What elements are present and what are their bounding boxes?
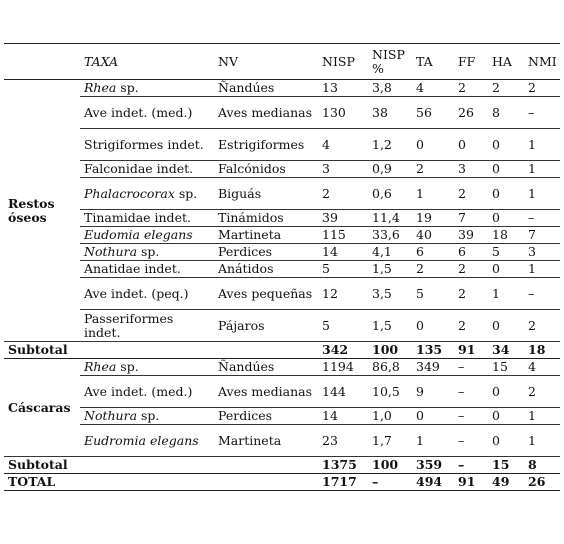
faunal-table-container xyxy=(4,43,560,491)
total-ha: 49 xyxy=(488,474,524,491)
taxon-cell xyxy=(80,261,214,278)
nmi-cell: 2 xyxy=(524,376,560,408)
pct-cell: 33,6 xyxy=(368,227,412,244)
table-row xyxy=(4,425,560,457)
nisp-cell: 5 xyxy=(318,310,368,342)
nv-cell: Aves pequeñas xyxy=(214,278,318,310)
pct-cell: 11,4 xyxy=(368,210,412,227)
taxon-name: Eudomia elegans xyxy=(84,227,193,242)
nisp-cell: 13 xyxy=(318,80,368,97)
header-nv: NV xyxy=(214,44,318,80)
nv-cell: Martineta xyxy=(214,425,318,457)
nisp-cell: 39 xyxy=(318,210,368,227)
pct-cell: 38 xyxy=(368,97,412,129)
nmi-cell: 1 xyxy=(524,161,560,178)
nmi-cell: – xyxy=(524,97,560,129)
ha-cell: 0 xyxy=(488,178,524,210)
ff-cell: – xyxy=(454,408,488,425)
header-ta: TA xyxy=(412,44,454,80)
table-row xyxy=(4,80,560,97)
ha-cell: 0 xyxy=(488,408,524,425)
ha-cell: 8 xyxy=(488,97,524,129)
ff-cell: 6 xyxy=(454,244,488,261)
table-row xyxy=(4,178,560,210)
ta-cell: 9 xyxy=(412,376,454,408)
taxon-cell xyxy=(80,408,214,425)
taxon-cell xyxy=(80,227,214,244)
total-label: TOTAL xyxy=(4,474,318,491)
nisp-cell: 14 xyxy=(318,408,368,425)
pct-cell: 10,5 xyxy=(368,376,412,408)
nv-cell: Perdices xyxy=(214,244,318,261)
nisp-cell: 4 xyxy=(318,129,368,161)
taxon-cell xyxy=(80,97,214,129)
taxon-cell xyxy=(80,178,214,210)
total-nmi: 26 xyxy=(524,474,560,491)
taxon-name: Rhea xyxy=(84,80,117,95)
table-row xyxy=(4,376,560,408)
taxon-name: Ave indet. (peq.) xyxy=(84,285,189,301)
ha-cell: 0 xyxy=(488,161,524,178)
table-row xyxy=(4,161,560,178)
table-row xyxy=(4,227,560,244)
nmi-cell: – xyxy=(524,210,560,227)
ta-cell: 349 xyxy=(412,359,454,376)
ff-cell: 2 xyxy=(454,310,488,342)
header-group-col xyxy=(4,44,80,80)
subtotal-pct: 100 xyxy=(368,457,412,474)
nmi-cell: 7 xyxy=(524,227,560,244)
subtotal-ta: 135 xyxy=(412,342,454,359)
ff-cell: 26 xyxy=(454,97,488,129)
faunal-table xyxy=(4,43,560,491)
subtotal-pct: 100 xyxy=(368,342,412,359)
ff-cell: 2 xyxy=(454,80,488,97)
nmi-cell: 2 xyxy=(524,310,560,342)
nisp-cell: 12 xyxy=(318,278,368,310)
nisp-cell: 3 xyxy=(318,161,368,178)
nv-cell: Biguás xyxy=(214,178,318,210)
header-ff: FF xyxy=(454,44,488,80)
taxon-cell xyxy=(80,80,214,97)
ha-cell: 0 xyxy=(488,210,524,227)
ha-cell: 0 xyxy=(488,261,524,278)
subtotal-nmi: 8 xyxy=(524,457,560,474)
nv-cell: Estrigiformes xyxy=(214,129,318,161)
ha-cell: 15 xyxy=(488,359,524,376)
ff-cell: – xyxy=(454,425,488,457)
ta-cell: 2 xyxy=(412,161,454,178)
header-nisp-pct xyxy=(368,44,412,80)
total-row xyxy=(4,474,560,491)
taxon-name: Tinamidae indet. xyxy=(84,210,191,225)
ha-cell: 1 xyxy=(488,278,524,310)
taxon-cell xyxy=(80,310,214,342)
subtotal-row xyxy=(4,457,560,474)
total-ff: 91 xyxy=(454,474,488,491)
ta-cell: 0 xyxy=(412,129,454,161)
ff-cell: 2 xyxy=(454,278,488,310)
nisp-cell: 1194 xyxy=(318,359,368,376)
nisp-cell: 144 xyxy=(318,376,368,408)
ta-cell: 0 xyxy=(412,408,454,425)
pct-cell: 4,1 xyxy=(368,244,412,261)
ta-cell: 1 xyxy=(412,425,454,457)
nv-cell: Pájaros xyxy=(214,310,318,342)
subtotal-label: Subtotal xyxy=(4,457,318,474)
header-ha: HA xyxy=(488,44,524,80)
ff-cell: 7 xyxy=(454,210,488,227)
table-row xyxy=(4,408,560,425)
taxon-name: Nothura xyxy=(84,244,138,259)
ta-cell: 19 xyxy=(412,210,454,227)
nisp-cell: 130 xyxy=(318,97,368,129)
ta-cell: 4 xyxy=(412,80,454,97)
nv-cell: Falcónidos xyxy=(214,161,318,178)
taxon-cell xyxy=(80,210,214,227)
group-label: Cáscaras xyxy=(4,359,80,457)
taxon-cell xyxy=(80,376,214,408)
taxon-cell xyxy=(80,161,214,178)
taxon-name: Falconidae indet. xyxy=(84,161,194,176)
subtotal-ha: 34 xyxy=(488,342,524,359)
pct-cell: 3,5 xyxy=(368,278,412,310)
nmi-cell: 1 xyxy=(524,178,560,210)
taxon-cell xyxy=(80,359,214,376)
pct-cell: 0,9 xyxy=(368,161,412,178)
nv-cell: Anátidos xyxy=(214,261,318,278)
nisp-cell: 2 xyxy=(318,178,368,210)
taxon-cell xyxy=(80,129,214,161)
nmi-cell: 1 xyxy=(524,408,560,425)
taxon-name: Eudromia elegans xyxy=(84,432,199,448)
ha-cell: 0 xyxy=(488,376,524,408)
ff-cell: 2 xyxy=(454,178,488,210)
header-taxa: TAXA xyxy=(80,44,214,80)
table-row xyxy=(4,261,560,278)
nv-cell: Ñandúes xyxy=(214,80,318,97)
taxon-cell xyxy=(80,278,214,310)
ta-cell: 6 xyxy=(412,244,454,261)
subtotal-label: Subtotal xyxy=(4,342,318,359)
taxon-name: Phalacrocorax xyxy=(84,185,175,201)
nisp-cell: 115 xyxy=(318,227,368,244)
ha-cell: 18 xyxy=(488,227,524,244)
nv-cell: Aves medianas xyxy=(214,376,318,408)
subtotal-row xyxy=(4,342,560,359)
table-body xyxy=(4,80,560,491)
ta-cell: 5 xyxy=(412,278,454,310)
taxon-cell xyxy=(80,425,214,457)
nmi-cell: 1 xyxy=(524,261,560,278)
ha-cell: 5 xyxy=(488,244,524,261)
ta-cell: 40 xyxy=(412,227,454,244)
nv-cell: Martineta xyxy=(214,227,318,244)
taxon-suffix: sp. xyxy=(137,408,160,423)
nisp-cell: 5 xyxy=(318,261,368,278)
nmi-cell: 2 xyxy=(524,80,560,97)
ha-cell: 0 xyxy=(488,425,524,457)
ta-cell: 56 xyxy=(412,97,454,129)
header-nisp-pct-label: NISP % xyxy=(372,46,405,76)
ff-cell: 3 xyxy=(454,161,488,178)
ff-cell: – xyxy=(454,376,488,408)
pct-cell: 1,0 xyxy=(368,408,412,425)
pct-cell: 1,2 xyxy=(368,129,412,161)
subtotal-ff: 91 xyxy=(454,342,488,359)
group-label: Restos óseos xyxy=(4,80,80,342)
ta-cell: 1 xyxy=(412,178,454,210)
taxon-suffix: sp. xyxy=(174,185,198,201)
total-nisp: 1717 xyxy=(318,474,368,491)
taxon-name: Passeriformes indet. xyxy=(84,310,174,340)
header-nmi: NMI xyxy=(524,44,560,80)
nmi-cell: 1 xyxy=(524,129,560,161)
taxon-name: Nothura xyxy=(84,408,138,423)
ha-cell: 2 xyxy=(488,80,524,97)
ha-cell: 0 xyxy=(488,310,524,342)
table-row xyxy=(4,129,560,161)
nisp-cell: 14 xyxy=(318,244,368,261)
pct-cell: 1,5 xyxy=(368,261,412,278)
nisp-cell: 23 xyxy=(318,425,368,457)
subtotal-ha: 15 xyxy=(488,457,524,474)
pct-cell: 86,8 xyxy=(368,359,412,376)
ff-cell: 39 xyxy=(454,227,488,244)
total-pct: – xyxy=(368,474,412,491)
taxon-name: Strigiformes indet. xyxy=(84,136,204,152)
ta-cell: 2 xyxy=(412,261,454,278)
nv-cell: Perdices xyxy=(214,408,318,425)
ff-cell: – xyxy=(454,359,488,376)
taxon-name: Rhea xyxy=(84,359,117,374)
subtotal-nisp: 1375 xyxy=(318,457,368,474)
table-row xyxy=(4,359,560,376)
ff-cell: 2 xyxy=(454,261,488,278)
subtotal-ff: – xyxy=(454,457,488,474)
table-row xyxy=(4,310,560,342)
table-row xyxy=(4,278,560,310)
subtotal-nmi: 18 xyxy=(524,342,560,359)
taxon-suffix: sp. xyxy=(116,359,139,374)
pct-cell: 3,8 xyxy=(368,80,412,97)
taxon-name: Anatidae indet. xyxy=(84,261,181,276)
nv-cell: Aves medianas xyxy=(214,97,318,129)
taxon-name: Ave indet. (med.) xyxy=(84,104,193,120)
header-row xyxy=(4,44,560,80)
subtotal-nisp: 342 xyxy=(318,342,368,359)
nmi-cell: 1 xyxy=(524,425,560,457)
nmi-cell: – xyxy=(524,278,560,310)
taxon-suffix: sp. xyxy=(116,80,139,95)
nv-cell: Ñandúes xyxy=(214,359,318,376)
pct-cell: 1,7 xyxy=(368,425,412,457)
table-row xyxy=(4,97,560,129)
pct-cell: 0,6 xyxy=(368,178,412,210)
header-nisp: NISP xyxy=(318,44,368,80)
subtotal-ta: 359 xyxy=(412,457,454,474)
nmi-cell: 4 xyxy=(524,359,560,376)
table-row xyxy=(4,210,560,227)
table-row xyxy=(4,244,560,261)
ha-cell: 0 xyxy=(488,129,524,161)
taxon-name: Ave indet. (med.) xyxy=(84,383,193,399)
total-ta: 494 xyxy=(412,474,454,491)
ta-cell: 0 xyxy=(412,310,454,342)
nmi-cell: 3 xyxy=(524,244,560,261)
taxon-cell xyxy=(80,244,214,261)
taxon-suffix: sp. xyxy=(137,244,160,259)
nv-cell: Tinámidos xyxy=(214,210,318,227)
pct-cell: 1,5 xyxy=(368,310,412,342)
ff-cell: 0 xyxy=(454,129,488,161)
